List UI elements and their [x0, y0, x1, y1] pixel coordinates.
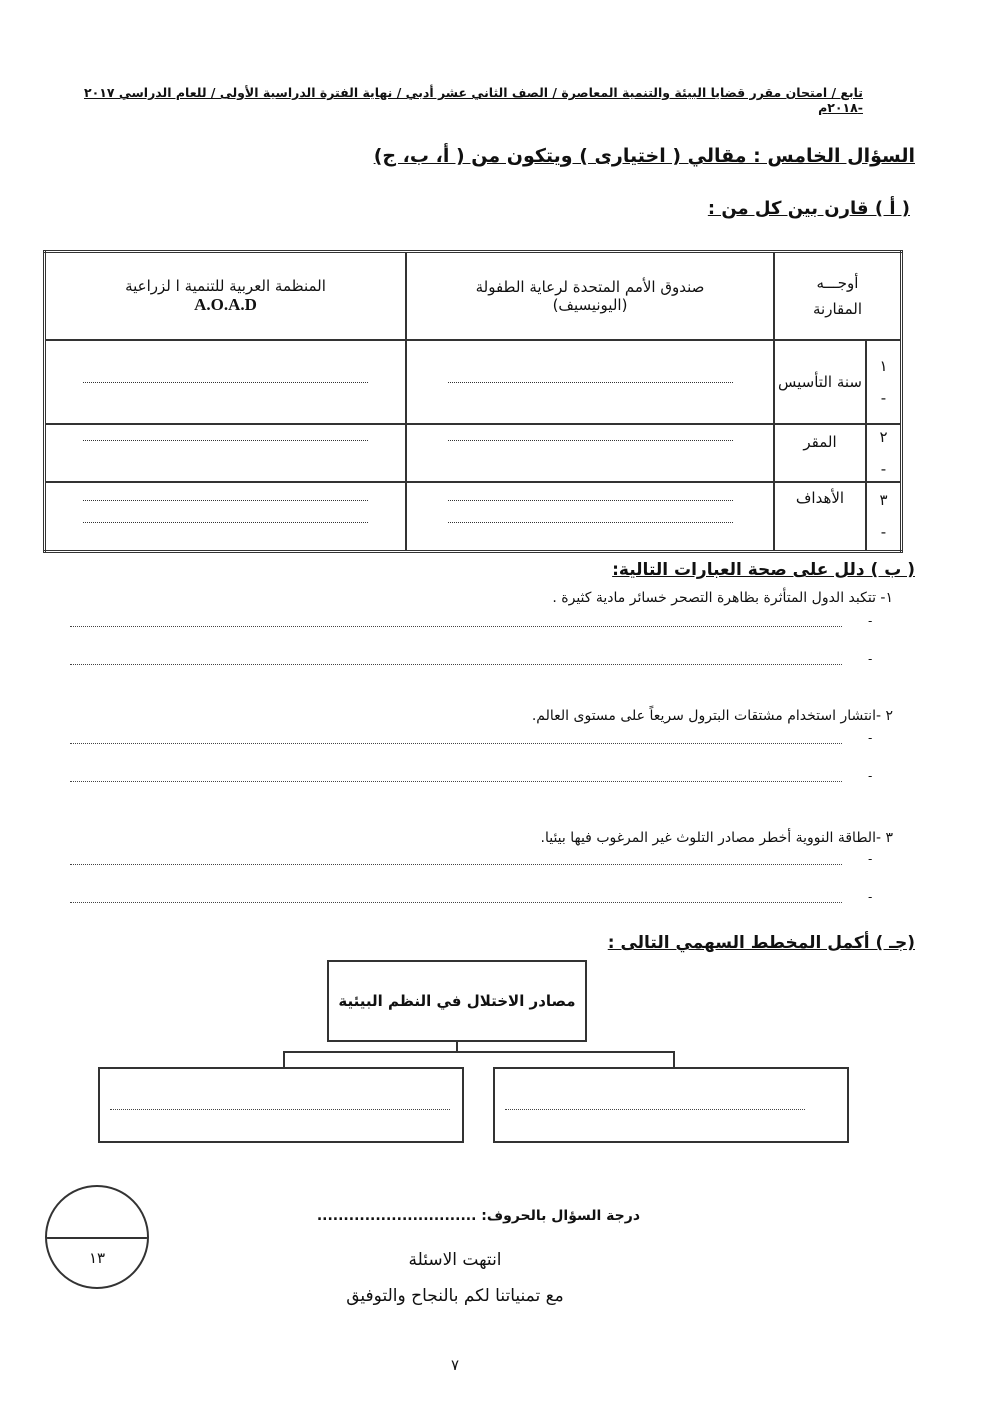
answer-line[interactable]	[70, 664, 842, 665]
closing-line-2: مع تمنياتنا لكم بالنجاح والتوفيق	[346, 1286, 564, 1306]
answer-line[interactable]	[70, 743, 842, 744]
answer-line[interactable]	[70, 902, 842, 903]
grade-in-words: درجة السؤال بالحروف: ..............................	[316, 1208, 640, 1224]
table-row: ٢ - المقر	[45, 424, 902, 482]
connector	[673, 1051, 675, 1068]
score-value: ١٣	[88, 1249, 106, 1267]
part-b-title: ( ب ) دلل على صحة العبارات التالية:	[612, 560, 915, 580]
dash: -	[868, 614, 873, 628]
dash: -	[868, 731, 873, 745]
answer-blank[interactable]	[83, 499, 368, 501]
statement-3: ٣ -الطاقة النووية أخطر مصادر التلوث غير المرغوب فيها بيئيا.	[540, 830, 893, 846]
part-c-title: (جـ ) أكمل المخطط السهمي التالى :	[607, 933, 915, 953]
statement-2: ٢ -انتشار استخدام مشتقات البترول سريعاً على مستوى العالم.	[531, 708, 893, 724]
part-a-title: ( أ ) قارن بين كل من :	[707, 198, 910, 219]
answer-blank[interactable]	[448, 381, 733, 383]
question-title: السؤال الخامس : مقالي ( اختيارى ) ويتكون من ( أ، ب، ج)	[373, 145, 915, 167]
diagram-child-box-right[interactable]	[493, 1067, 849, 1143]
dash: -	[868, 890, 873, 904]
table-row: ١ - سنة التأسيس	[45, 340, 902, 424]
answer-line[interactable]	[70, 781, 842, 782]
dash: -	[868, 769, 873, 783]
answer-blank[interactable]	[448, 439, 733, 441]
answer-line[interactable]	[70, 626, 842, 627]
diagram-child-box-left[interactable]	[98, 1067, 464, 1143]
dash: -	[868, 652, 873, 666]
page-number: ٧	[450, 1356, 460, 1374]
header-aoad: المنظمة العربية للتنمية ا لزراعية A.O.A.D	[45, 252, 407, 340]
answer-blank[interactable]	[448, 499, 733, 501]
answer-blank[interactable]	[448, 521, 733, 523]
answer-line[interactable]	[70, 864, 842, 865]
answer-blank[interactable]	[83, 521, 368, 523]
table-row: ٣ - الأهداف	[45, 482, 902, 552]
header-unicef: صندوق الأمم المتحدة لرعاية الطفولة (اليونيسيف)	[406, 252, 774, 340]
diagram-root-box: مصادر الاختلال في النظم البيئية	[327, 960, 587, 1042]
statement-1: ١- تتكبد الدول المتأثرة بظاهرة التصحر خسائر مادية كثيرة .	[552, 590, 893, 606]
answer-blank[interactable]	[83, 381, 368, 383]
answer-blank[interactable]	[83, 439, 368, 441]
dash: -	[868, 852, 873, 866]
page-header: تابع / امتحان مقرر قضايا البيئة والتنمية المعاصرة / الصف الثاني عشر أدبي / نهاية الفترة الدراسية الأولى / للعام الدراسي ٢٠١٧ -٢٠١٨م	[83, 85, 863, 115]
closing-line-1: انتهت الاسئلة	[408, 1250, 502, 1270]
score-circle	[45, 1185, 149, 1289]
comparison-table	[43, 250, 903, 553]
connector	[283, 1051, 675, 1053]
connector	[283, 1051, 285, 1068]
header-aspect: أوجـــه المقارنة	[774, 252, 902, 340]
